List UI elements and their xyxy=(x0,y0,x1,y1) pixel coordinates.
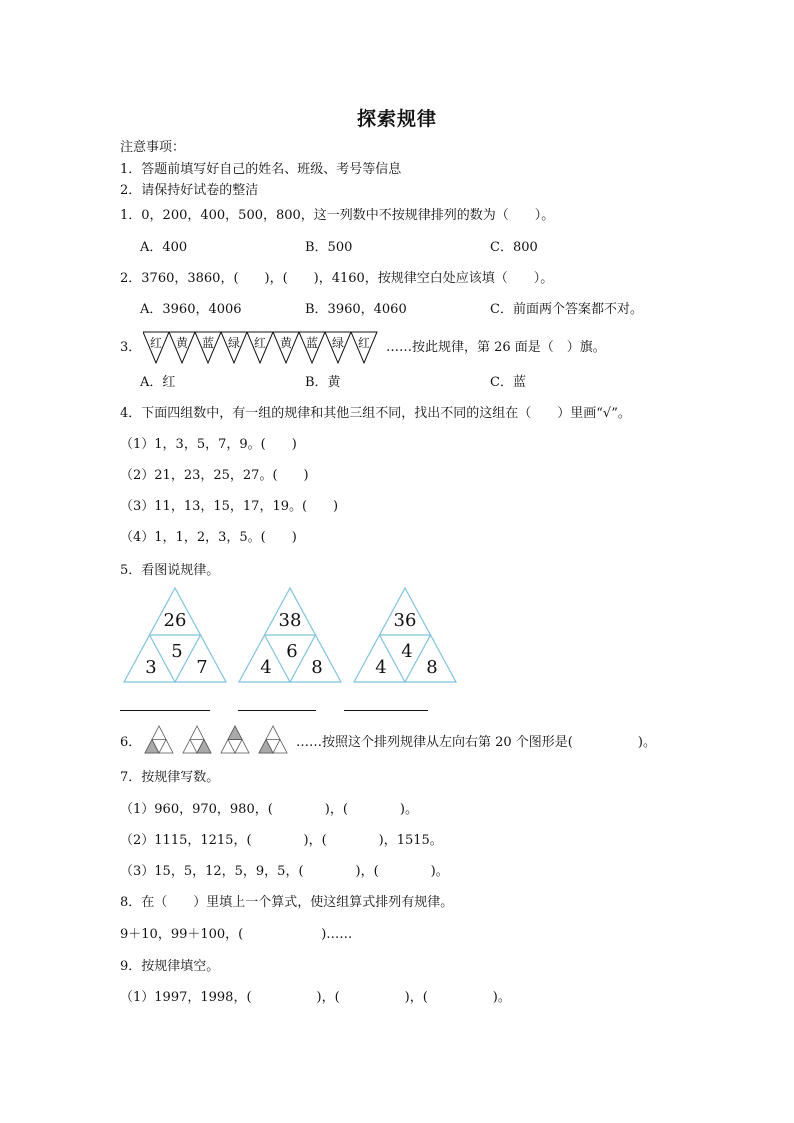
number-triangles xyxy=(118,587,468,685)
t3-right: 8 xyxy=(426,657,438,678)
t3-left: 4 xyxy=(375,657,387,678)
shape-4 xyxy=(259,726,287,753)
t1-top: 26 xyxy=(163,610,187,631)
shape-sequence xyxy=(143,724,293,756)
t2-top: 38 xyxy=(278,610,302,631)
q3-stem: ……按此规律，第 26 面是（ ）旗。 xyxy=(386,340,606,355)
t1-center: 5 xyxy=(171,641,183,662)
q7-item-3: （3）15，5，12，5，9，5，( )，( )。 xyxy=(120,864,449,879)
page-title: 探索规律 xyxy=(356,108,437,130)
q5-stem: 5．看图说规律。 xyxy=(120,563,220,578)
flag-label-2: 黄 xyxy=(175,336,189,350)
t2-right: 8 xyxy=(311,657,323,678)
q3-option-b: B．黄 xyxy=(305,375,341,390)
q8-stem: 8．在（ ）里填上一个算式，使这组算式排列有规律。 xyxy=(120,895,454,910)
t3-center: 4 xyxy=(401,641,413,662)
t1-left: 3 xyxy=(145,657,157,678)
q4-item-2: （2）21，23，25，27。( ) xyxy=(120,468,309,483)
shape-3 xyxy=(221,726,249,753)
q3-option-c: C．蓝 xyxy=(490,375,526,390)
q7-stem: 7．按规律写数。 xyxy=(120,770,220,785)
flag-label-7: 蓝 xyxy=(305,336,319,350)
q2-option-c: C．前面两个答案都不对。 xyxy=(490,302,643,317)
t3-top: 36 xyxy=(393,610,417,631)
flag-label-4: 绿 xyxy=(227,336,241,350)
t1-right: 7 xyxy=(196,657,208,678)
flag-label-6: 黄 xyxy=(279,336,293,350)
flag-label-9: 红 xyxy=(357,336,371,350)
notice-heading: 注意事项： xyxy=(120,140,186,155)
flag-label-3: 蓝 xyxy=(201,336,215,350)
q1-option-a: A．400 xyxy=(140,240,188,255)
answer-line-3[interactable] xyxy=(344,710,428,711)
triangle-1 xyxy=(124,588,226,682)
q4-item-4: （4）1，1，2，3，5。( ) xyxy=(120,530,297,545)
triangle-3 xyxy=(354,588,456,682)
q1-option-c: C．800 xyxy=(490,240,538,255)
answer-line-1[interactable] xyxy=(120,710,210,711)
t2-left: 4 xyxy=(260,657,272,678)
q6-number: 6． xyxy=(120,735,142,750)
notice-item-2: 2．请保持好试卷的整洁 xyxy=(120,183,259,198)
q2-option-b: B．3960，4060 xyxy=(305,302,407,317)
flag-row xyxy=(143,331,383,365)
q1-option-b: B．500 xyxy=(305,240,353,255)
q9-item-1: （1）1997，1998，( )，( )，( )。 xyxy=(120,990,511,1005)
flag-label-5: 红 xyxy=(253,336,267,350)
q4-stem: 4．下面四组数中，有一组的规律和其他三组不同，找出不同的这组在（ ）里画“√”。 xyxy=(120,406,631,421)
t2-center: 6 xyxy=(286,641,298,662)
q7-item-1: （1）960，970，980，( )，( )。 xyxy=(120,802,418,817)
q1-stem: 1．0，200，400，500，800，这一列数中不按规律排列的数为（ ）。 xyxy=(120,208,555,223)
q4-item-3: （3）11，13，15，17，19。( ) xyxy=(120,499,339,514)
shape-2 xyxy=(183,726,211,753)
shape-1 xyxy=(145,726,173,753)
notice-item-1: 1．答题前填写好自己的姓名、班级、考号等信息 xyxy=(120,162,402,177)
flag-label-8: 绿 xyxy=(331,336,345,350)
answer-line-2[interactable] xyxy=(238,710,316,711)
q7-item-2: （2）1115，1215，( )，( )，1515。 xyxy=(120,833,443,848)
q2-option-a: A．3960，4006 xyxy=(140,302,242,317)
triangle-2 xyxy=(239,588,341,682)
q6-stem: ……按照这个排列规律从左向右第 20 个图形是( )。 xyxy=(296,735,656,750)
q9-stem: 9．按规律填空。 xyxy=(120,959,220,974)
flag-label-1: 红 xyxy=(149,336,163,350)
q8-line: 9＋10，99＋100，( )…… xyxy=(120,927,353,942)
q3-option-a: A．红 xyxy=(140,375,176,390)
q4-item-1: （1）1，3，5，7，9。( ) xyxy=(120,437,297,452)
q3-number: 3． xyxy=(120,340,142,355)
q2-stem: 2．3760，3860，( )，( )，4160，按规律空白处应该填（ ）。 xyxy=(120,271,554,286)
